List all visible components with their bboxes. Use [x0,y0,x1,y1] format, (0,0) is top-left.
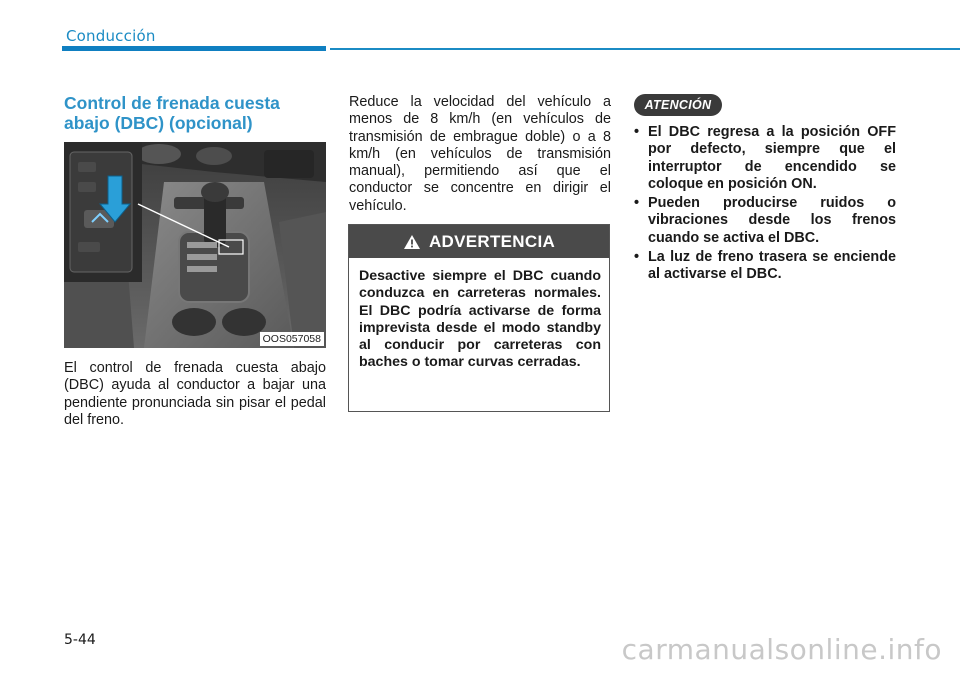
list-item: • El DBC regresa a la posición OFF por defecto, siempre que el interruptor de encendido se coloque en posición ON. [634,124,896,192]
warning-header [349,225,609,258]
caution-badge: ATENCIÓN [634,94,722,116]
dbc-description: El control de frenada cuesta abajo (DBC) ayuda al conductor a bajar una pendiente pronunciada sin pisar el pedal del freno. [64,360,326,428]
header-rule-thin [330,48,960,50]
watermark: carmanualsonline.info [621,633,942,666]
warning-label: ADVERTENCIA [428,231,556,251]
caution-list [634,124,896,286]
image-code: OOS057058 [260,332,324,346]
speed-description: Reduce la velocidad del vehículo a menos de 8 km/h (en vehículos de transmisión de embrague doble) o a 8 km/h (en vehículos de transmisión manual), permitiendo así que el conductor se concentre en dirigir el vehículo. [349,94,611,214]
warning-triangle-icon [403,234,421,250]
list-item: • Pueden producirse ruidos o vibraciones desde los frenos cuando se activa el DBC. [634,195,896,246]
list-item: • La luz de freno trasera se enciende al activarse el DBC. [634,249,896,283]
dbc-console-photo [64,142,326,348]
section-header: Conducción [66,27,156,45]
header-rule-thick [62,46,326,51]
section-title: Control de frenada cuesta abajo (DBC) (opcional) [64,93,280,133]
page-number: 5-44 [64,632,96,648]
warning-text: Desactive siempre el DBC cuando conduzca en carreteras normales. El DBC podría activarse de forma imprevista desde el modo standby al conducir por carreteras con baches o tomar curvas cerradas. [359,268,601,371]
warning-box [348,224,610,412]
